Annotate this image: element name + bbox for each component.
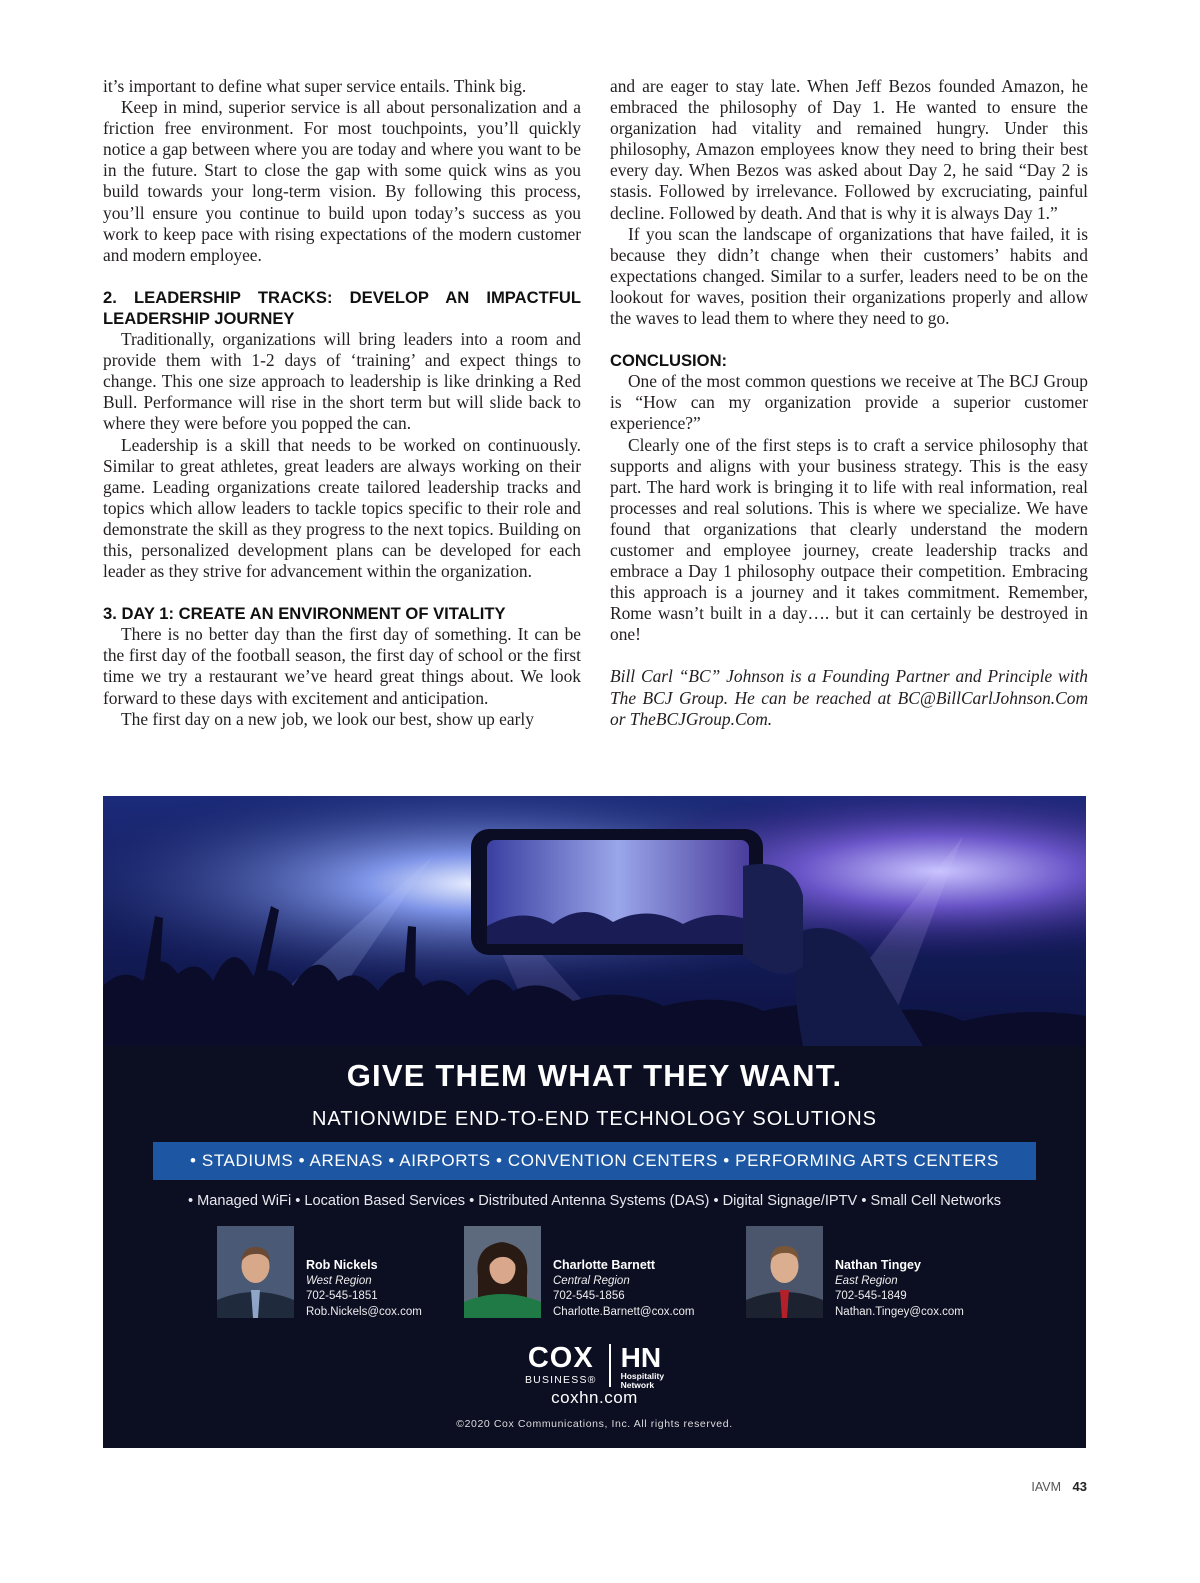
- cox-hn-logo: [103, 1344, 1086, 1390]
- ad-url: coxhn.com: [551, 1388, 638, 1407]
- section-heading: CONCLUSION:: [610, 351, 728, 371]
- contact-phone: 702-545-1856: [553, 1290, 625, 1302]
- contact-email: Rob.Nickels@cox.com: [306, 1305, 422, 1318]
- advertisement: [103, 796, 1086, 1448]
- business-wordmark: BUSINESS®: [524, 1374, 597, 1386]
- contact-region: East Region: [835, 1274, 898, 1287]
- hospitality-network-logo: [611, 1344, 664, 1390]
- contact-info: [835, 1258, 995, 1320]
- article-column-left: [103, 76, 581, 730]
- paragraph: One of the most common questions we receive at The BCJ Group is “How can my organization provide a superior customer experience?”: [610, 371, 1088, 434]
- venues-bar-text: • STADIUMS • ARENAS • AIRPORTS • CONVENTION CENTERS • PERFORMING ARTS CENTERS: [190, 1151, 999, 1170]
- contact-region: Central Region: [553, 1274, 630, 1287]
- venues-bar: [153, 1142, 1036, 1180]
- paragraph: Clearly one of the first steps is to craft a service philosophy that supports and aligns with your business strategy. This is the easy part. The hard work is bringing it to life with real information, real processes and real solutions. This is where we specialize. We have found that organizations that clearly understand the modern customer and employee journey, create leadership tracks and embrace a Day 1 philosophy outpace their competition. Embracing this approach is a journey and it takes commitment. Remember, Rome wasn’t built in a day…. but it can certainly be destroyed in one!: [610, 434, 1088, 645]
- article-column-right: [610, 76, 1088, 730]
- paragraph: Keep in mind, superior service is all about personalization and a friction free environment. For most touchpoints, you’ll quickly notice a gap between where you are today and where you want to be in the future. Start to close the gap with some quick wins as you build towards your long-term vision. By following this process, you’ll ensure you continue to build upon today’s success as you work to keep pace with rising expectations of the modern customer and modern employee.: [103, 97, 581, 265]
- hn-line2: Network: [620, 1380, 655, 1390]
- section-heading: 2. LEADERSHIP TRACKS: DEVELOP AN IMPACTFUL LEADERSHIP JOURNEY: [103, 287, 581, 328]
- contact-info: [306, 1258, 466, 1320]
- hn-wordmark: HN: [620, 1342, 662, 1373]
- paragraph: it’s important to define what super service entails. Think big.: [103, 76, 527, 96]
- contact-name: Nathan Tingey: [835, 1258, 921, 1272]
- ad-copyright: ©2020 Cox Communications, Inc. All rights reserved.: [456, 1418, 733, 1430]
- contact-name: Rob Nickels: [306, 1258, 378, 1272]
- portrait-photo: [464, 1226, 541, 1318]
- page-number: 43: [1072, 1479, 1087, 1494]
- contact-email: Nathan.Tingey@cox.com: [835, 1305, 964, 1318]
- paragraph: There is no better day than the first day of something. It can be the first day of the football season, the first day of school or the first time we try a restaurant we’ve heard great things about. We look forward to these days with excitement and anticipation.: [103, 624, 581, 708]
- portrait-photo: [217, 1226, 294, 1318]
- contact-region: West Region: [306, 1274, 372, 1287]
- paragraph: Leadership is a skill that needs to be worked on continuously. Similar to great athletes, great leaders are always working on their game. Leading organizations create tailored leadership tracks and topics which allow leaders to tackle topics specific to their role and demonstrate the skill as they progress to the next topics. Building on this, personalized development plans can be developed for each leader as they strive for advancement within the organization.: [103, 434, 581, 582]
- contact-name: Charlotte Barnett: [553, 1258, 656, 1272]
- paragraph: Traditionally, organizations will bring leaders into a room and provide them with 1-2 days of ‘training’ and expect things to change. This one size approach to leadership is like drinking a Red Bull. Performance will rise in the short term but will slide back to where they were before you popped the can.: [103, 329, 581, 434]
- contact-phone: 702-545-1851: [306, 1290, 378, 1302]
- portrait-photo: [746, 1226, 823, 1318]
- page-footer: [1031, 1479, 1087, 1494]
- cox-wordmark: COX: [527, 1342, 594, 1374]
- author-byline: Bill Carl “BC” Johnson is a Founding Partner and Principle with The BCJ Group. He can be reached at BC@BillCarlJohnson.Com or TheBCJGroup.Com.: [610, 666, 1088, 729]
- section-heading: 3. DAY 1: CREATE AN ENVIRONMENT OF VITALITY: [103, 604, 506, 624]
- ad-headline: GIVE THEM WHAT THEY WANT.: [346, 1058, 843, 1093]
- paragraph: and are eager to stay late. When Jeff Bezos founded Amazon, he embraced the philosophy of Day 1. He wanted to ensure the organization had vitality and remained hungry. Under this philosophy, Amazon employees know they need to bring their best every day. When Bezos was asked about Day 2, he said “Day 2 is stasis. Followed by irrelevance. Followed by excruciating, painful decline. Followed by death. And that is why it is always Day 1.”: [610, 76, 1088, 223]
- paragraph: If you scan the landscape of organizations that have failed, it is because they didn’t change when their customers’ habits and expectations changed. Similar to a surfer, leaders need to be on the lookout for waves, position their organizations properly and allow the waves to lead them to where they need to go.: [610, 223, 1088, 329]
- hn-line1: Hospitality: [620, 1371, 665, 1381]
- paragraph: The first day on a new job, we look our best, show up early: [121, 708, 534, 729]
- concert-photo: [103, 796, 1086, 1046]
- ad-subheadline: NATIONWIDE END-TO-END TECHNOLOGY SOLUTIONS: [311, 1108, 878, 1130]
- publication-name: IAVM: [1031, 1480, 1062, 1494]
- services-line: • Managed WiFi • Location Based Services • Distributed Antenna Systems (DAS) • Digital Signage/IPTV • Small Cell Networks: [187, 1193, 1002, 1209]
- contact-phone: 702-545-1849: [835, 1290, 907, 1302]
- contact-info: [553, 1258, 713, 1320]
- contact-email: Charlotte.Barnett@cox.com: [553, 1305, 695, 1318]
- cox-business-logo: [525, 1344, 611, 1387]
